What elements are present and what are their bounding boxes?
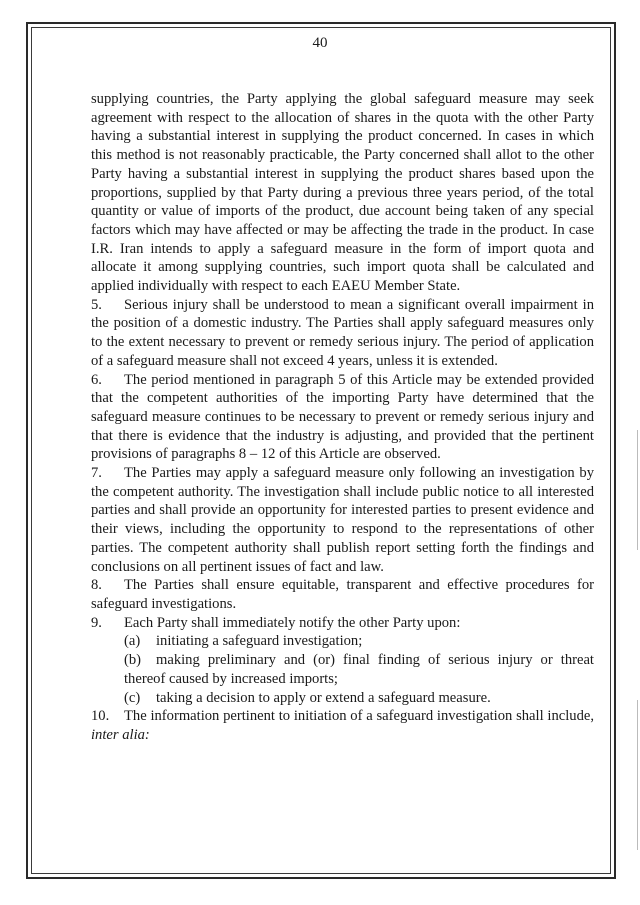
- paragraph-5-text: Serious injury shall be understood to mean a significant overall impairment in the position of a domestic industry. The Parties shall apply safeguard measures only to the extent necessary to prevent or remedy serious injury. The period of application of a safeguard measure shall not exceed 4 years, unless it is extended.: [91, 296, 594, 369]
- paragraph-6-text: The period mentioned in paragraph 5 of this Article may be extended provided that the competent authorities of the importing Party have determined that the safeguard measure continues to be necessary to prevent or remedy serious injury and that there is evidence that the industry is adjusting, and provided that the pertinent provisions of paragraphs 8 – 12 of this Article are observed.: [91, 371, 594, 463]
- paragraph-9c: [91, 689, 594, 708]
- page-number: 40: [312, 35, 328, 51]
- paragraph-5: [91, 296, 594, 371]
- paragraph-9-number: 9.: [91, 614, 102, 631]
- paragraph-8-number: 8.: [91, 577, 102, 594]
- paragraph-9a-text: initiating a safeguard investigation;: [156, 633, 363, 650]
- paragraph-8-text: The Parties shall ensure equitable, transparent and effective procedures for safeguard investigations.: [91, 577, 594, 612]
- paragraph-9a: [91, 632, 594, 651]
- paragraph-6-number: 6.: [91, 371, 102, 388]
- paragraph-5-number: 5.: [91, 296, 102, 313]
- paragraph-10-italic: inter alia:: [91, 726, 150, 743]
- paragraph-10: [91, 707, 594, 744]
- scan-edge-mark: [637, 430, 638, 550]
- paragraph-9-text: Each Party shall immediately notify the other Party upon:: [124, 614, 461, 631]
- paragraph-10-text: The information pertinent to initiation of a safeguard investigation shall include,: [124, 708, 594, 725]
- paragraph-9c-label: (c): [124, 689, 141, 706]
- paragraph-6: [91, 371, 594, 465]
- paragraph-8: [91, 576, 594, 613]
- paragraph-9a-label: (a): [124, 633, 141, 650]
- paragraph-7: [91, 464, 594, 576]
- paragraph-9b: [91, 651, 594, 688]
- paragraph-9c-text: taking a decision to apply or extend a safeguard measure.: [156, 689, 491, 706]
- scan-edge-mark: [637, 700, 638, 850]
- paragraph-7-number: 7.: [91, 465, 102, 482]
- paragraph-9: [91, 614, 594, 633]
- document-body: [91, 90, 594, 745]
- paragraph-9b-label: (b): [124, 652, 142, 669]
- paragraph-10-number: 10.: [91, 708, 110, 725]
- intro-paragraph: supplying countries, the Party applying the global safeguard measure may seek agreement with respect to the allocation of shares in the quota with the other Party having a substantial interest in supplying the product concerned. In cases in which this method is not reasonably practicable, the Party concerned shall allot to the other Party having a substantial interest in supplying the product shares based upon the proportions, supplied by that Party during a previous three years period, of the total quantity or value of imports of the product, due account being taken of any special factors which may have affected or may be affecting the trade in the product. In case I.R. Iran intends to apply a safeguard measure in the form of import quota and allocate it among supplying countries, such import quota shall be calculated and applied individually with respect to each EAEU Member State.: [91, 91, 594, 295]
- paragraph-7-text: The Parties may apply a safeguard measure only following an investigation by the competent authority. The investigation shall include public notice to all interested parties and shall provide an opportunity for interested parties to present evidence and their views, including the opportunity to respond to the representations of other parties. The competent authority shall publish report setting forth the findings and conclusions on all pertinent issues of fact and law.: [91, 465, 594, 575]
- paragraph-9b-text: making preliminary and (or) final finding of serious injury or threat thereof caused by increased imports;: [124, 652, 594, 687]
